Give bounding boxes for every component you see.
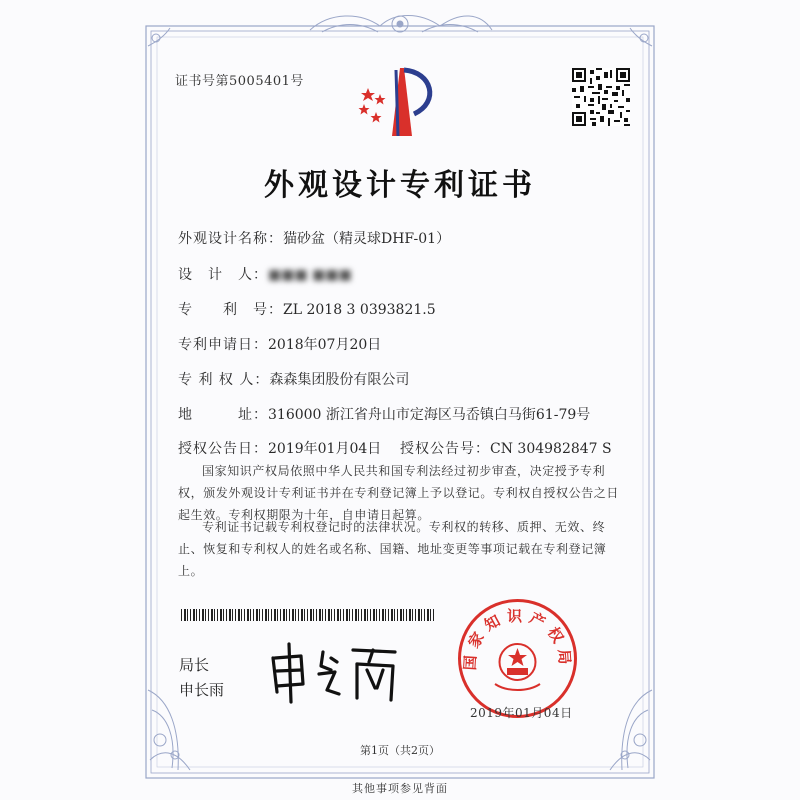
designer-label: 设 计 人： xyxy=(178,267,268,283)
barcode xyxy=(181,609,434,621)
patentee-value: 森森集团股份有限公司 xyxy=(269,372,410,388)
qr-code xyxy=(572,68,630,126)
patentee-row xyxy=(178,369,409,389)
filing-date-label: 专利申请日： xyxy=(178,337,268,353)
top-ornament xyxy=(310,16,492,33)
grant-number-label: 授权公告号： xyxy=(400,441,490,457)
grant-date-label: 授权公告日： xyxy=(178,441,268,457)
patent-number-value: ZL 2018 3 0393821.5 xyxy=(283,302,436,318)
designer-value-redacted: ■■■ ■■■ xyxy=(268,267,352,283)
certificate-title: 外观设计专利证书 xyxy=(264,168,536,203)
designer-row xyxy=(178,264,352,284)
grant-date-value: 2019年01月04日 xyxy=(268,441,382,457)
address-value: 316000 浙江省舟山市定海区马岙镇白马街61-79号 xyxy=(268,407,591,423)
filing-date-row xyxy=(178,334,381,354)
patentee-label: 专 利 权 人： xyxy=(178,372,270,388)
seal-date: 2019年01月04日 xyxy=(470,706,573,720)
official-seal xyxy=(455,596,580,721)
svg-text:国家知识产权局: 国家知识产权局 xyxy=(460,606,575,671)
legal-status-paragraph: 专利证书记载专利权登记时的法律状况。专利权的转移、质押、无效、终止、恢复和专利权人的姓名或名称、国籍、地址变更等事项记载在专利登记簿上。 xyxy=(178,520,607,578)
handwritten-signature xyxy=(265,640,405,705)
certificate-number: 证书号第5005401号 xyxy=(175,74,304,89)
cnipa-logo xyxy=(352,62,442,142)
director-name-label: 申长雨 xyxy=(179,681,225,699)
design-name-row xyxy=(178,228,450,248)
page-indicator: 第1页（共2页） xyxy=(360,744,440,757)
corner-ornament-bl xyxy=(148,690,190,770)
address-label: 地 址： xyxy=(178,407,268,423)
director-title-label: 局长 xyxy=(179,656,210,674)
design-name-value: 猫砂盆（精灵球DHF-01） xyxy=(283,231,451,247)
address-row xyxy=(178,404,590,424)
grant-date-row xyxy=(178,438,381,458)
design-name-label: 外观设计名称： xyxy=(178,231,283,247)
patent-number-row xyxy=(178,299,436,319)
footer-note: 其他事项参见背面 xyxy=(352,782,448,795)
grant-statement-paragraph: 国家知识产权局依照中华人民共和国专利法经过初步审查，决定授予专利权，颁发外观设计专利证书并在专利登记簿上予以登记。专利权自授权公告之日起生效。专利权期限为十年，自申请日起算。 xyxy=(178,464,620,522)
corner-ornament-br xyxy=(610,690,652,770)
patent-number-label: 专 利 号： xyxy=(178,302,283,318)
grant-number-row xyxy=(400,438,612,458)
filing-date-value: 2018年07月20日 xyxy=(268,337,382,353)
grant-number-value: CN 304982847 S xyxy=(490,441,612,457)
